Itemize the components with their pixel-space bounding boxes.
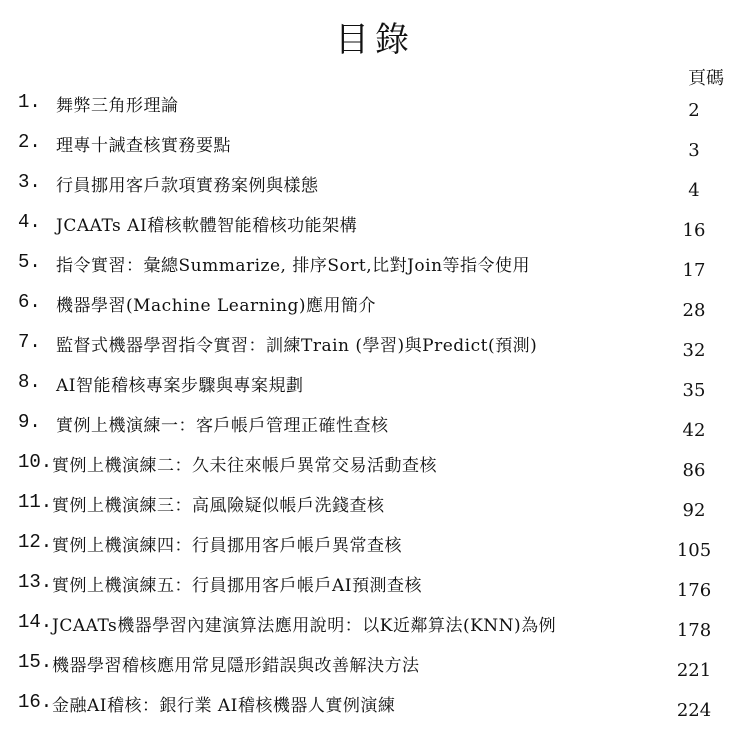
toc-entry-number: 2. xyxy=(18,131,41,153)
toc-entry-title: JCAATs AI稽核軟體智能稽核功能架構 xyxy=(56,216,358,236)
toc-entry-title: 行員挪用客戶款項實務案例與樣態 xyxy=(56,176,319,196)
toc-entry-page: 35 xyxy=(682,380,706,401)
toc-entry-number: 6. xyxy=(18,291,41,313)
toc-entry xyxy=(18,331,730,371)
toc-entry-title: 指令實習：彙總Summarize, 排序Sort,比對Join等指令使用 xyxy=(56,256,531,276)
toc-entry-number: 9. xyxy=(18,411,41,433)
toc-entry xyxy=(18,451,730,491)
toc-entry-title: AI智能稽核專案步驟與專案規劃 xyxy=(56,376,304,396)
toc-entry xyxy=(18,491,730,531)
toc-entry-page: 105 xyxy=(676,540,712,561)
toc-entry xyxy=(18,571,730,611)
toc-entry-number: 3. xyxy=(18,171,41,193)
toc-entry-title: 實例上機演練四：行員挪用客戶帳戶異常查核 xyxy=(52,536,402,556)
toc-entry-page: 2 xyxy=(688,100,700,121)
toc-entry-title: JCAATs機器學習內建演算法應用說明：以K近鄰算法(KNN)為例 xyxy=(52,616,557,636)
toc-entry-page: 176 xyxy=(676,580,712,601)
toc-entry-title: 機器學習稽核應用常見隱形錯誤與改善解決方法 xyxy=(52,656,420,676)
toc-entry-title: 監督式機器學習指令實習：訓練Train (學習)與Predict(預測) xyxy=(56,336,538,356)
toc-entry-title: 實例上機演練三：高風險疑似帳戶洗錢查核 xyxy=(52,496,385,516)
toc-entry-number: 5. xyxy=(18,251,41,273)
toc-entry-number: 15. xyxy=(18,651,53,673)
toc-entry xyxy=(18,251,730,291)
toc-entry xyxy=(18,611,730,651)
toc-entry xyxy=(18,171,730,211)
toc-entry-number: 13. xyxy=(18,571,53,593)
toc-entry-title: 機器學習(Machine Learning)應用簡介 xyxy=(56,296,376,316)
toc-entry-page: 28 xyxy=(682,300,706,321)
toc-entry-number: 12. xyxy=(18,531,53,553)
toc-entry-title: 實例上機演練五：行員挪用客戶帳戶AI預測查核 xyxy=(52,576,422,596)
toc-entry-page: 4 xyxy=(688,180,700,201)
toc-entry-number: 11. xyxy=(18,491,53,513)
toc-entry-number: 8. xyxy=(18,371,41,393)
toc-entry xyxy=(18,211,730,251)
toc-entry-number: 16. xyxy=(18,691,53,713)
toc-entry xyxy=(18,91,730,131)
toc-entry-title: 舞弊三角形理論 xyxy=(56,96,179,116)
toc-entry xyxy=(18,691,730,731)
toc-entry xyxy=(18,531,730,571)
toc-entry-number: 10. xyxy=(18,451,53,473)
toc-entry xyxy=(18,411,730,451)
page-title: 目錄 xyxy=(335,20,415,60)
toc-entry-page: 224 xyxy=(676,700,712,721)
toc-entry xyxy=(18,131,730,171)
toc-entry-page: 16 xyxy=(682,220,706,241)
toc-entry-page: 86 xyxy=(682,460,706,481)
toc-entry-title: 金融AI稽核：銀行業 AI稽核機器人實例演練 xyxy=(52,696,396,716)
toc-entry-number: 1. xyxy=(18,91,41,113)
toc-entry-number: 14. xyxy=(18,611,53,633)
toc-entry xyxy=(18,371,730,411)
toc-entry-number: 4. xyxy=(18,211,41,233)
toc-entry-number: 7. xyxy=(18,331,41,353)
toc-entry xyxy=(18,651,730,691)
toc-entry-page: 221 xyxy=(676,660,712,681)
toc-entry-title: 理專十誡查核實務要點 xyxy=(56,136,231,156)
toc-entry xyxy=(18,291,730,331)
toc-entry-title: 實例上機演練二：久未往來帳戶異常交易活動查核 xyxy=(52,456,437,476)
toc-entry-title: 實例上機演練一：客戶帳戶管理正確性查核 xyxy=(56,416,389,436)
page-number-header: 頁碼 xyxy=(688,68,724,89)
toc-entry-page: 42 xyxy=(682,420,706,441)
toc-entry-page: 32 xyxy=(682,340,706,361)
toc-entry-page: 3 xyxy=(688,140,700,161)
toc-entry-page: 178 xyxy=(676,620,712,641)
toc-entry-page: 92 xyxy=(682,500,706,521)
toc-entry-page: 17 xyxy=(682,260,706,281)
